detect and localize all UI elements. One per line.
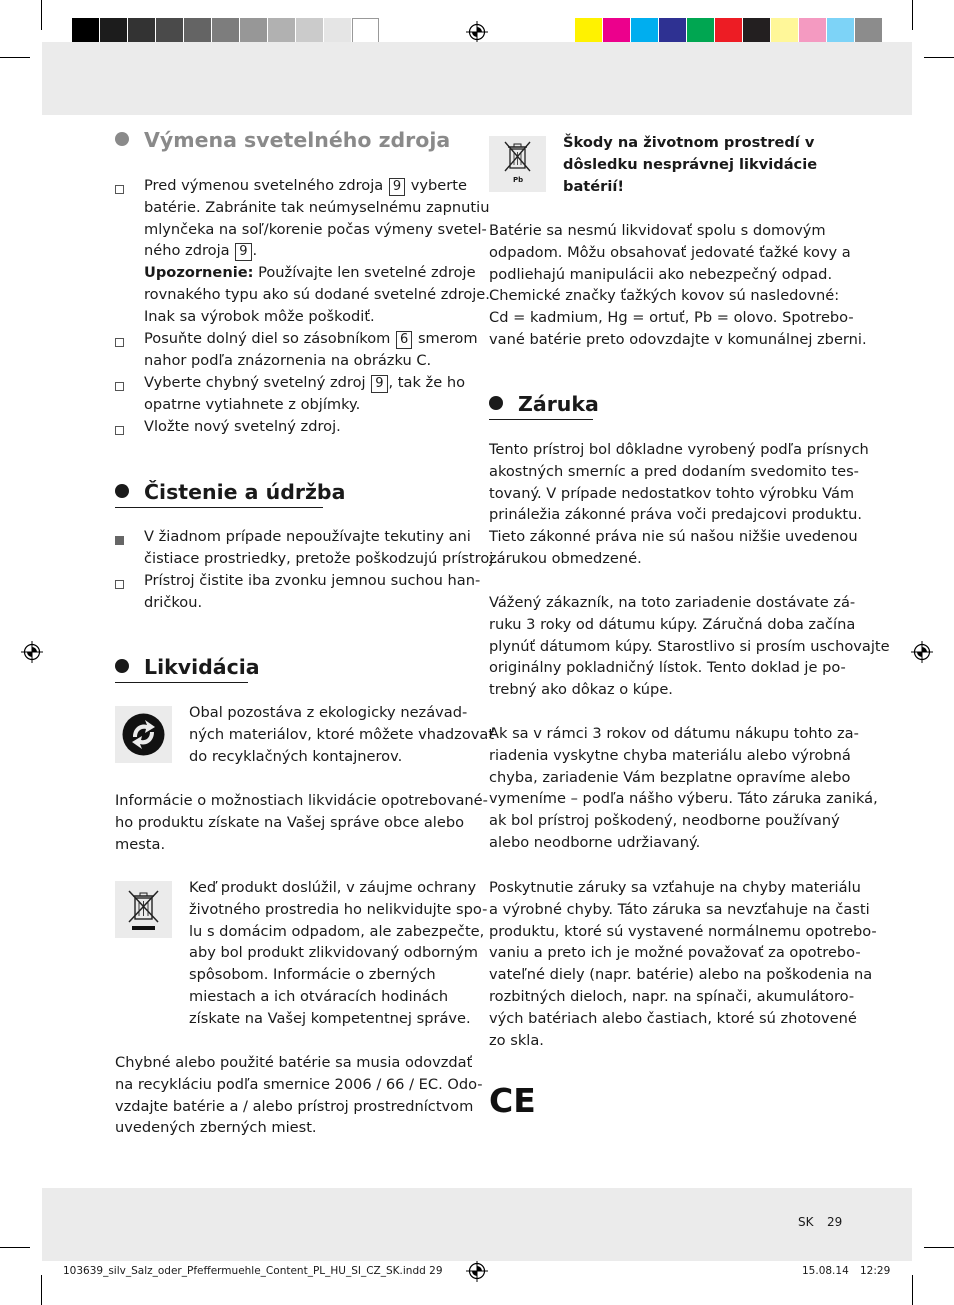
footer-band <box>42 1188 912 1261</box>
heading-underline <box>489 419 593 421</box>
crop-mark <box>0 1247 30 1248</box>
part-ref-box: 9 <box>235 243 251 261</box>
crop-mark <box>41 1275 42 1305</box>
list-bullet-icon <box>115 580 124 589</box>
crop-mark <box>41 0 42 30</box>
warranty-paragraph-4: Poskytnutie záruky sa vzťahuje na chyby materiálu a výrobné chyby. Táto záruka sa nevzťahuje na časti produktu, ktoré sú vystavené normálnemu opotrebo- vaniu a preto ich je možné považovať za opotrebo- vateľné diely (napr. batérie) alebo na poškodenia na rozbitných dieloch, napr. na spínači, akumulátoro- vých batériach alebo častiach, ktoré sú zhotovené zo skla. <box>489 879 877 1049</box>
warranty-paragraph-3: Ak sa v rámci 3 rokov od dátumu nákupu tohto za- riadenia vyskytne chyba materiálu alebo výrobná chyba, zariadenie Vám bezplatne opravíme alebo vymeníme – podľa nášho výberu. Táto záruka zaniká, ak bol prístroj poškodený, neodborne používaný alebo neodborne udržiavaný. <box>489 725 878 851</box>
list-bullet-icon <box>115 426 124 435</box>
registration-mark-bottom-icon <box>466 1260 488 1282</box>
heading-underline <box>115 682 248 684</box>
pb-label: Pb <box>513 176 524 184</box>
crop-mark <box>924 57 954 58</box>
ce-mark-icon <box>489 1081 536 1120</box>
battery-recycling-text: Chybné alebo použité batérie sa musia odovzdať na recykláciu podľa smernice 2006 / 66 / EC. Odo- vzdajte batérie a / alebo prístroj prostredníctvom uvedených zberných miest. <box>115 1054 483 1137</box>
part-ref-box: 6 <box>396 331 412 349</box>
battery-hazard-text: Batérie sa nesmú likvidovať spolu s domovým odpadom. Môžu obsahovať jedovaté ťažké kovy a podliehajú manipulácii ako nebezpečný odpad. Chemické značky ťažkých kovov sú nasledovné: Cd = kadmium, Hg = ortuť, Pb = olovo. Spotrebo- vané batérie preto odovzdajte v komunálnej zberni. <box>489 222 867 348</box>
heading-cleaning: Čistenie a údržba <box>115 480 345 504</box>
recycling-icon-box <box>115 706 172 763</box>
env-damage-title: Škody na životnom prostredí v dôsledku nesprávnej likvidácie batérií! <box>563 134 818 195</box>
bullet-dot-icon <box>115 484 129 498</box>
footer-language: SK <box>798 1215 814 1229</box>
list-bullet-icon <box>115 338 124 347</box>
slug-time: 12:29 <box>860 1265 891 1277</box>
green-dot-recycling-icon <box>115 706 172 763</box>
crop-mark <box>924 1247 954 1248</box>
list-item: Vyberte chybný svetelný zdroj 9 , tak že ho opatrne vytiahnete z objímky. <box>144 374 466 413</box>
list-item: V žiadnom prípade nepoužívajte tekutiny ani čistiace prostriedky, pretože poškodzujú prístroj. <box>144 528 498 567</box>
list-bullet-icon <box>115 382 124 391</box>
part-ref-box: 9 <box>371 375 387 393</box>
crop-mark <box>912 0 913 30</box>
warning-label: Upozornenie: <box>144 264 254 282</box>
header-band <box>42 42 912 115</box>
slug-file-name: 103639_silv_Salz_oder_Pfeffermuehle_Content_PL_HU_SI_CZ_SK.indd 29 <box>63 1265 443 1277</box>
heading-replace-light: Výmena svetelného zdroja <box>115 128 450 152</box>
weee-icon-box <box>115 881 172 938</box>
part-ref-box: 9 <box>389 178 405 196</box>
list-bullet-icon <box>115 185 124 194</box>
bullet-dot-icon <box>115 132 129 146</box>
list-bullet-filled-icon <box>115 536 124 545</box>
list-item: Vložte nový svetelný zdroj. <box>144 418 341 435</box>
registration-mark-top-icon <box>466 21 488 43</box>
warranty-paragraph-1: Tento prístroj bol dôkladne vyrobený podľa prísnych akostných smerníc a pred dodaním svedomito tes- tovaný. V prípade nedostatkov tohto výrobku Vám prináležia zákonné práva voči predajcovi produktu. Tieto zákonné práva nie sú našou nižšie uvedenou zárukou obmedzené. <box>489 441 869 567</box>
battery-weee-icon-box <box>489 136 546 192</box>
heading-disposal: Likvidácia <box>115 655 260 679</box>
weee-text: Keď produkt doslúžil, v záujme ochrany životného prostredia ho nelikvidujte spo- lu s domácim odpadom, ale zabezpečte, aby bol produkt zlikvidovaný odborným spôsobom. Informácie o zberných miestach a ich otváracích hodinách získate na Vašej kompetentnej správe. <box>189 879 488 1027</box>
heading-underline <box>115 507 323 509</box>
bullet-dot-icon <box>489 396 503 410</box>
list-item: Posuňte dolný diel so zásobníkom 6 smerom nahor podľa znázornenia na obrázku C. <box>144 330 478 369</box>
crossed-bin-icon <box>115 881 172 938</box>
crop-mark <box>912 1275 913 1305</box>
list-item: Pred výmenou svetelného zdroja 9 vyberte batérie. Zabránite tak neúmyselnému zapnutiu mlynčeka na soľ/korenie počas výmeny svetel- ného zdroja 9 . Upozornenie: Používajte len svetelné zdroje rovnakého typu ako sú dodané svetelné zdroje. Inak sa výrobok môže poškodiť. <box>144 177 490 325</box>
registration-mark-left-icon <box>21 641 43 663</box>
bullet-dot-icon <box>115 659 129 673</box>
ce-mark-label: CE <box>489 1081 536 1120</box>
list-item: Prístroj čistite iba zvonku jemnou suchou han- dričkou. <box>144 572 481 611</box>
disposal-info-text: Informácie o možnostiach likvidácie opotrebované- ho produktu získate na Vašej správe obce alebo mesta. <box>115 792 488 853</box>
registration-mark-right-icon <box>911 641 933 663</box>
heading-warranty: Záruka <box>489 392 599 416</box>
footer-page-number: 29 <box>827 1215 843 1229</box>
packaging-text: Obal pozostáva z ekologicky nezávad- ných materiálov, ktoré môžete vhadzovať do recyklačných kontajnerov. <box>189 704 495 765</box>
warranty-paragraph-2: Vážený zákazník, na toto zariadenie dostávate zá- ruku 3 roky od dátumu kúpy. Záručná doba začína plynúť dátumom kúpy. Starostlivo si prosím uschovajte originálny pokladničný lístok. Tento doklad je po- trebný ako dôkaz o kúpe. <box>489 594 890 699</box>
slug-date: 15.08.14 <box>802 1265 849 1277</box>
crop-mark <box>0 57 30 58</box>
